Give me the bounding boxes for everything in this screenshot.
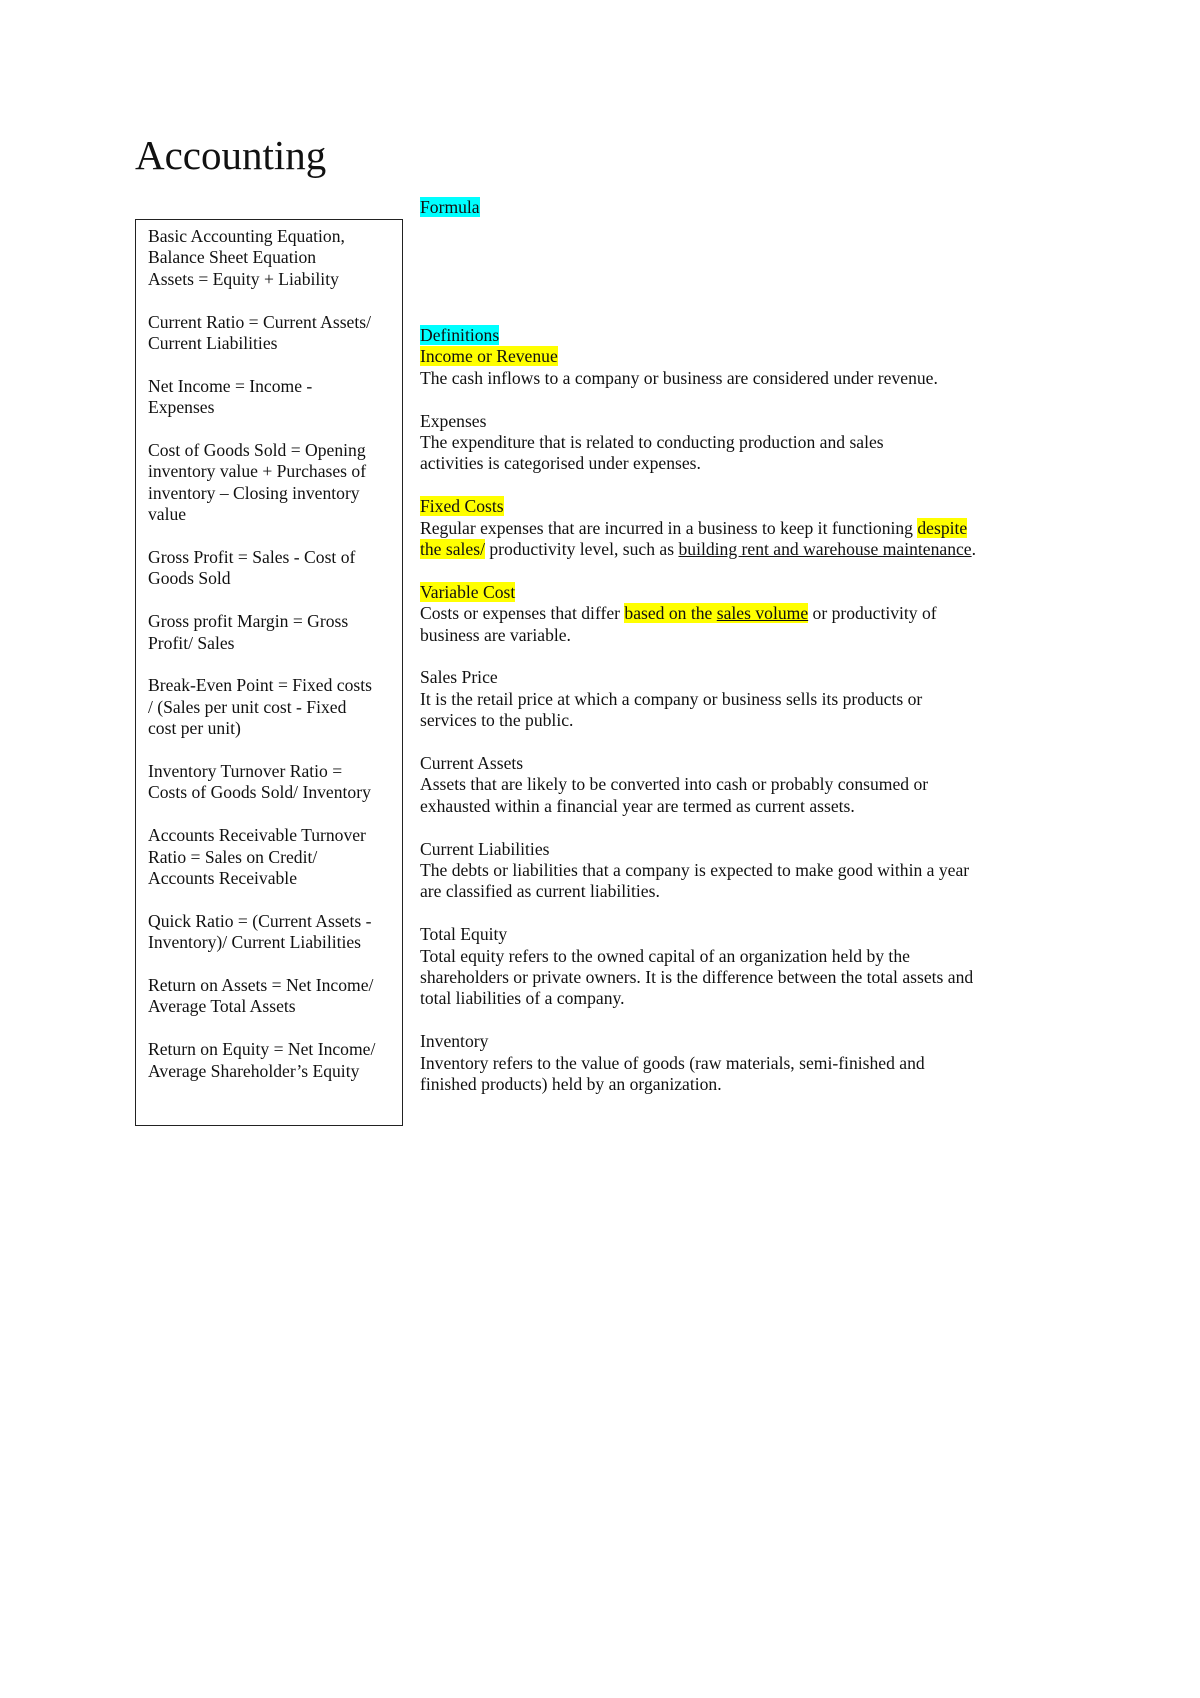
formula-item: Basic Accounting Equation, Balance Sheet Equation Assets = Equity + Liability bbox=[148, 226, 345, 289]
definition-term: Expenses bbox=[420, 410, 487, 431]
text-segment: Costs or expenses that differ bbox=[420, 603, 625, 624]
text-segment: productivity level, such as bbox=[484, 539, 679, 560]
formula-item: Net Income = Income - Expenses bbox=[148, 375, 313, 418]
definition-text: The cash inflows to a company or business are considered under revenue. bbox=[420, 367, 938, 388]
definition-text bbox=[420, 518, 990, 561]
definition-term: Total Equity bbox=[420, 924, 508, 945]
definition-text: The expenditure that is related to conducting production and sales activities is categorised under expenses. bbox=[420, 432, 884, 474]
highlighted-underlined-text: sales volume bbox=[716, 603, 809, 624]
definition-term: Fixed Costs bbox=[420, 496, 504, 517]
definition-text: Inventory refers to the value of goods (raw materials, semi-finished and finished products) held by an organization. bbox=[420, 1052, 925, 1095]
definition-term: Inventory bbox=[420, 1031, 489, 1052]
formula-item: Cost of Goods Sold = Opening inventory value + Purchases of inventory – Closing inventory value bbox=[148, 440, 367, 525]
formula-heading: Formula bbox=[420, 197, 480, 217]
definition-item bbox=[420, 1031, 990, 1095]
definition-text bbox=[420, 603, 990, 646]
highlighted-text: based on the bbox=[624, 603, 717, 624]
definition-term: Income or Revenue bbox=[420, 346, 558, 367]
formula-item: Gross Profit = Sales - Cost of Goods Sold bbox=[148, 547, 356, 589]
page-title: Accounting bbox=[135, 132, 327, 178]
formula-item: Gross profit Margin = Gross Profit/ Sales bbox=[148, 611, 349, 653]
definition-text: Assets that are likely to be converted into cash or probably consumed or exhausted within a financial year are termed as current assets. bbox=[420, 774, 929, 816]
formula-item: Return on Assets = Net Income/ Average Total Assets bbox=[148, 975, 374, 1017]
definition-item bbox=[420, 753, 990, 817]
definition-term: Current Assets bbox=[420, 753, 524, 774]
definition-text: The debts or liabilities that a company is expected to make good within a year are classified as current liabilities. bbox=[420, 860, 970, 902]
definition-item bbox=[420, 582, 990, 646]
formula-heading-block bbox=[420, 197, 990, 218]
formula-list bbox=[148, 226, 398, 1103]
text-segment: Regular expenses that are incurred in a business to keep it functioning bbox=[420, 517, 918, 538]
definition-item bbox=[420, 924, 990, 1010]
definition-text: Total equity refers to the owned capital of an organization held by the shareholders or private owners. It is the difference between the total assets and total liabilities of a company. bbox=[420, 945, 974, 1009]
formula-item: Current Ratio = Current Assets/ Current Liabilities bbox=[148, 311, 371, 354]
definition-item bbox=[420, 346, 990, 389]
text-segment: . bbox=[971, 539, 977, 560]
definition-item bbox=[420, 839, 990, 903]
definitions-heading: Definitions bbox=[420, 325, 500, 345]
formula-box bbox=[135, 219, 403, 1126]
definition-item bbox=[420, 411, 990, 475]
definition-term: Sales Price bbox=[420, 667, 498, 688]
definition-text: It is the retail price at which a company or business sells its products or services to the public. bbox=[420, 688, 923, 731]
formula-item: Quick Ratio = (Current Assets - Inventory)/ Current Liabilities bbox=[148, 910, 372, 953]
definition-term: Current Liabilities bbox=[420, 838, 550, 859]
formula-item: Return on Equity = Net Income/ Average Shareholder’s Equity bbox=[148, 1039, 376, 1081]
definition-term: Variable Cost bbox=[420, 581, 516, 602]
formula-item: Break-Even Point = Fixed costs / (Sales per unit cost - Fixed cost per unit) bbox=[148, 675, 372, 739]
highlighted-text: despite the sales/ bbox=[420, 517, 968, 560]
underlined-text: building rent and warehouse maintenance bbox=[678, 539, 972, 560]
definitions-section bbox=[420, 325, 990, 1117]
formula-item: Accounts Receivable Turnover Ratio = Sales on Credit/ Accounts Receivable bbox=[148, 825, 366, 889]
definition-item bbox=[420, 496, 990, 560]
formula-item: Inventory Turnover Ratio = Costs of Goods Sold/ Inventory bbox=[148, 761, 371, 803]
text-segment: or productivity of business are variable. bbox=[420, 603, 937, 645]
definition-item bbox=[420, 667, 990, 731]
